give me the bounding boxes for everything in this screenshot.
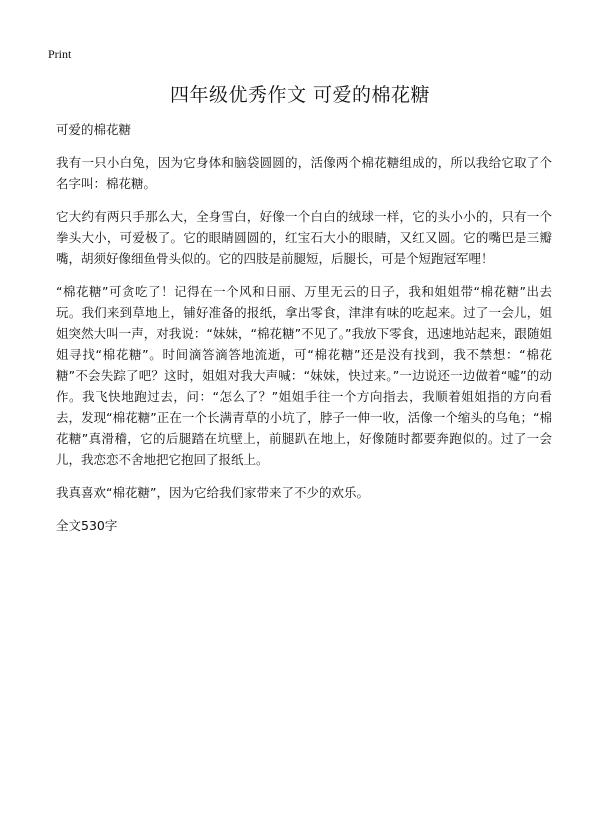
print-link[interactable]: Print <box>48 47 72 61</box>
word-count: 全文530字 <box>56 518 118 533</box>
paragraph: 我真喜欢“棉花糖”，因为它给我们家带来了不少的欢乐。 <box>56 485 369 500</box>
paragraph: “棉花糖”可贪吃了！记得在一个风和日丽、万里无云的日子，我和姐姐带“棉花糖”出去玩。我们来到草地上，铺好准备的报纸，拿出零食，津津有味的吃起来。过了一会儿，姐姐突然大叫一声，对我说：“妹妹，“棉花糖”不见了。”我放下零食，迅速地站起来，跟随姐姐寻找“棉花糖”。时间滴答滴答地流逝，可“棉花糖”还是没有找到，我不禁想：“棉花糖”不会失踪了吧？这时，姐姐对我大声喊：“妹妹，快过来。”一边说还一边做着“嘘”的动作。我飞快地跑过去，问：“怎么了？”姐姐手往一个方向指去，我顺着姐姐指的方向看去，发现“棉花糖”正在一个长满青草的小坑了，脖子一伸一收，活像一个缩头的乌龟；“棉花糖”真滑稽，它的后腿踏在坑壁上，前腿趴在地上，好像随时都要奔跑似的。过了一会儿，我恋恋不舍地把它抱回了报纸上。 <box>56 284 552 467</box>
paragraph: 它大约有两只手那么大，全身雪白，好像一个白白的绒球一样，它的头小小的，只有一个拳头大小，可爱极了。它的眼睛圆圆的，红宝石大小的眼睛，又红又圆。它的嘴巴是三瓣嘴，胡须好像细鱼骨头似的。它的四肢是前腿短，后腿长，可是个短跑冠军哩！ <box>56 209 552 266</box>
paragraph: 我有一只小白兔，因为它身体和脑袋圆圆的，活像两个棉花糖组成的，所以我给它取了个名字叫：棉花糖。 <box>56 155 552 191</box>
article-body <box>56 119 552 536</box>
page-title: 四年级优秀作文 可爱的棉花糖 <box>169 84 431 106</box>
article-subtitle: 可爱的棉花糖 <box>56 122 132 137</box>
